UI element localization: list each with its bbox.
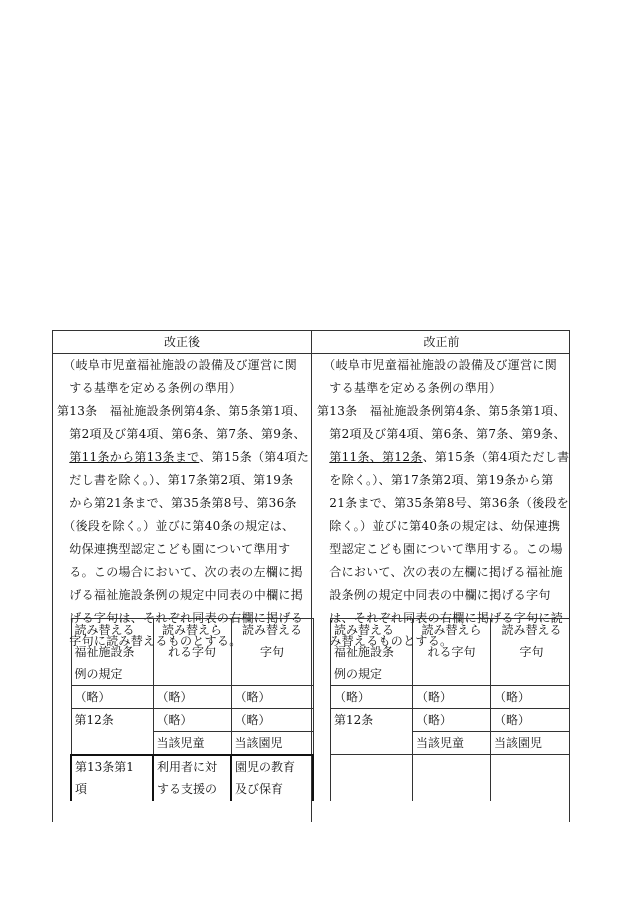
- table-row: [71, 732, 313, 756]
- table-row: [331, 755, 571, 801]
- table-cell: 当該園児: [491, 732, 571, 755]
- text-segment: げる福祉施設条例の規定中同表の中欄に掲: [57, 588, 304, 602]
- table-cell: 利用者に対 する支援の: [153, 755, 231, 801]
- text-segment: 第13条 福祉施設条例第4条、第5条第1項、: [317, 404, 566, 418]
- text-line: [317, 584, 569, 607]
- table-cell: （略）: [331, 686, 413, 709]
- table-header-cell: 読み替える 字句: [231, 619, 313, 686]
- table-row: [71, 709, 313, 732]
- table-header-cell: 読み替える 字句: [491, 619, 571, 686]
- text-segment: 第2項及び第4項、第6条、第7条、第9条、: [57, 427, 306, 441]
- text-line: [317, 515, 569, 538]
- table-cell: （略）: [491, 686, 571, 709]
- text-segment: 第2項及び第4項、第6条、第7条、第9条、: [317, 427, 566, 441]
- text-segment: げる字句は、それぞれ同表の右欄に掲げる: [57, 611, 304, 625]
- text-line: [317, 446, 569, 469]
- text-segment: （岐阜市児童福祉施設の設備及び運営に関: [57, 358, 298, 372]
- before-text: [317, 354, 569, 653]
- table-cell: 園児の教育 及び保育: [231, 755, 313, 801]
- table-cell: （略）: [231, 686, 313, 709]
- table-row: [331, 732, 571, 755]
- text-line: [317, 469, 569, 492]
- text-line: [57, 584, 309, 607]
- text-line: [317, 354, 569, 377]
- text-line: [317, 538, 569, 561]
- text-line: [57, 446, 309, 469]
- text-line: [57, 423, 309, 446]
- table-row: [331, 686, 571, 709]
- text-segment: [57, 450, 69, 464]
- table-cell: （略）: [413, 686, 491, 709]
- text-line: [317, 561, 569, 584]
- table-row: [71, 686, 313, 709]
- text-segment: する基準を定める条例の準用）: [57, 381, 242, 395]
- table-cell: [491, 755, 571, 801]
- text-line: [57, 561, 309, 584]
- amended-text: 第11条、第12条: [329, 450, 423, 464]
- text-line: [317, 423, 569, 446]
- text-line: [57, 400, 309, 423]
- table-row: [331, 709, 571, 732]
- table-row: [71, 755, 313, 801]
- text-segment: 型認定こども園について準用する。この場: [317, 542, 563, 556]
- table-header-cell: 読み替える 福祉施設条 例の規定: [71, 619, 153, 686]
- comparison-table: [52, 330, 570, 822]
- text-segment: る。この場合において、次の表の左欄に掲: [57, 565, 303, 579]
- text-segment: 、第15条（第4項た: [199, 450, 310, 464]
- text-line: [57, 492, 309, 515]
- text-segment: 幼保連携型認定こども園について準用す: [57, 542, 291, 556]
- table-cell: 当該児童: [153, 732, 231, 756]
- text-line: [317, 492, 569, 515]
- text-line: [57, 538, 309, 561]
- table-cell: 第12条: [331, 709, 413, 732]
- table-cell: [413, 755, 491, 801]
- after-replacement-table: [70, 618, 314, 801]
- text-segment: （岐阜市児童福祉施設の設備及び運営に関: [317, 358, 558, 372]
- table-cell: （略）: [491, 709, 571, 732]
- before-replacement-table: [330, 618, 570, 801]
- table-cell: （略）: [231, 709, 313, 732]
- text-segment: （後段を除く。）並びに第40条の規定は、: [57, 519, 295, 533]
- table-cell: 当該園児: [231, 732, 313, 756]
- table-cell: [331, 755, 413, 801]
- table-cell: [71, 732, 153, 756]
- text-segment: は、それぞれ同表の右欄に掲げる字句に読: [317, 611, 564, 625]
- text-segment: 字句に読み替えるものとする。: [57, 634, 242, 648]
- text-segment: だし書を除く。）、第17条第2項、第19条: [57, 473, 294, 487]
- text-segment: 除く。）並びに第40条の規定は、幼保連携: [317, 519, 561, 533]
- text-segment: 21条まで、第35条第8号、第36条（後段を: [317, 496, 570, 510]
- table-cell: （略）: [153, 686, 231, 709]
- table-header-cell: 読み替える 福祉施設条 例の規定: [331, 619, 413, 686]
- text-line: [57, 354, 309, 377]
- table-cell: （略）: [413, 709, 491, 732]
- text-line: [57, 515, 309, 538]
- text-segment: を除く。）、第17条第2項、第19条から第: [317, 473, 554, 487]
- table-cell: [331, 732, 413, 755]
- header-after: 改正後: [53, 331, 312, 354]
- table-cell: 第12条: [71, 709, 153, 732]
- text-line: [317, 400, 569, 423]
- after-text: [57, 354, 309, 653]
- amended-text: 第11条から第13条まで: [69, 450, 200, 464]
- text-line: [317, 377, 569, 400]
- table-cell: （略）: [71, 686, 153, 709]
- table-cell: （略）: [153, 709, 231, 732]
- text-line: [57, 469, 309, 492]
- table-header-cell: 読み替えら れる字句: [153, 619, 231, 686]
- header-before: 改正前: [312, 331, 570, 354]
- text-segment: する基準を定める条例の準用）: [317, 381, 502, 395]
- table-header-row: [71, 619, 313, 686]
- table-header-cell: 読み替えら れる字句: [413, 619, 491, 686]
- text-segment: 合において、次の表の左欄に掲げる福祉施: [317, 565, 563, 579]
- table-cell: 第13条第1 項: [71, 755, 153, 801]
- text-segment: [317, 450, 329, 464]
- text-line: [57, 377, 309, 400]
- text-segment: から第21条まで、第35条第8号、第36条: [57, 496, 297, 510]
- text-segment: 、第15条（第4項ただし書: [422, 450, 570, 464]
- table-header-row: [331, 619, 571, 686]
- text-segment: 第13条 福祉施設条例第4条、第5条第1項、: [57, 404, 306, 418]
- text-segment: み替えるものとする。: [317, 634, 453, 648]
- table-cell: 当該児童: [413, 732, 491, 755]
- text-segment: 設条例の規定中同表の中欄に掲げる字句: [317, 588, 551, 602]
